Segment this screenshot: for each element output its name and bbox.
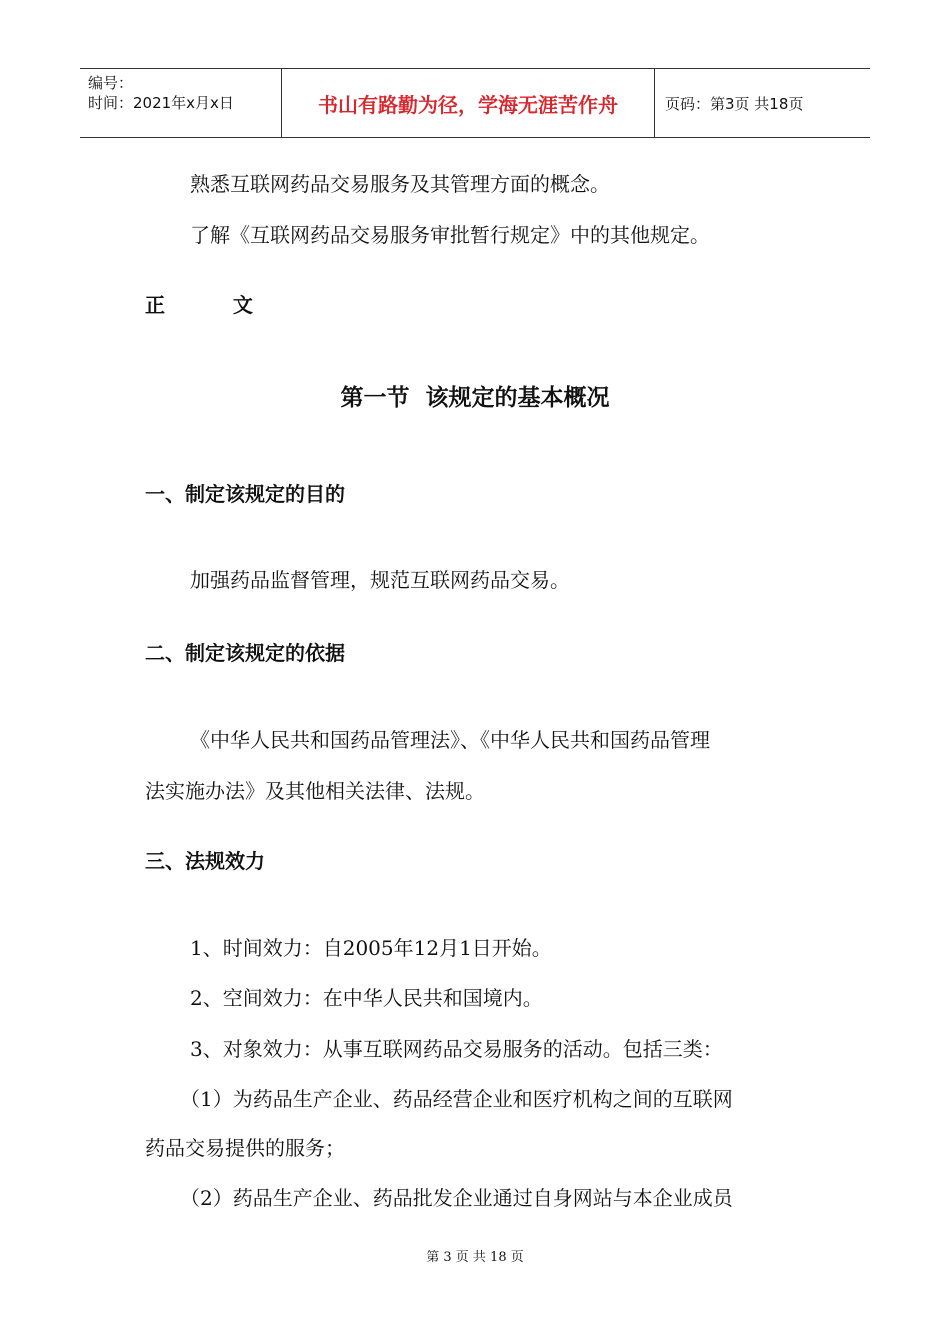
intro-line-2: 了解《互联网药品交易服务审批暂行规定》中的其他规定。 [190, 223, 710, 247]
item-3: 3、对象效力：从事互联网药品交易服务的活动。包括三类： [190, 1037, 723, 1061]
heading-1: 一、制定该规定的目的 [145, 482, 345, 506]
page-footer: 第 3 页 共 18 页 [426, 1250, 524, 1265]
sub-item-2a: （2）药品生产企业、药品批发企业通过自身网站与本企业成员 [180, 1186, 733, 1210]
time-label: 时间：2021年x月x日 [88, 94, 234, 112]
para-2a: 《中华人民共和国药品管理法》、《中华人民共和国药品管理 [190, 728, 710, 752]
intro-line-1: 熟悉互联网药品交易服务及其管理方面的概念。 [190, 172, 610, 196]
number-label: 编号： [88, 74, 134, 92]
page-header [80, 68, 870, 138]
item-1: 1、时间效力：自2005年12月1日开始。 [190, 936, 552, 960]
header-meta [80, 69, 282, 137]
item-2: 2、空间效力：在中华人民共和国境内。 [190, 986, 543, 1010]
zhengwen-heading: 正 文 [145, 293, 271, 317]
header-motto: 书山有路勤为径，学海无涯苦作舟 [282, 69, 655, 137]
section-title: 第一节 该规定的基本概况 [340, 385, 610, 411]
heading-2: 二、制定该规定的依据 [145, 641, 345, 665]
para-2b: 法实施办法》及其他相关法律、法规。 [145, 779, 485, 803]
sub-item-1a: （1）为药品生产企业、药品经营企业和医疗机构之间的互联网 [180, 1087, 733, 1111]
sub-item-1b: 药品交易提供的服务； [145, 1136, 345, 1160]
heading-3: 三、法规效力 [145, 849, 265, 873]
header-page-info: 页码：第3页 共18页 [665, 94, 804, 113]
para-1: 加强药品监督管理，规范互联网药品交易。 [190, 568, 570, 592]
